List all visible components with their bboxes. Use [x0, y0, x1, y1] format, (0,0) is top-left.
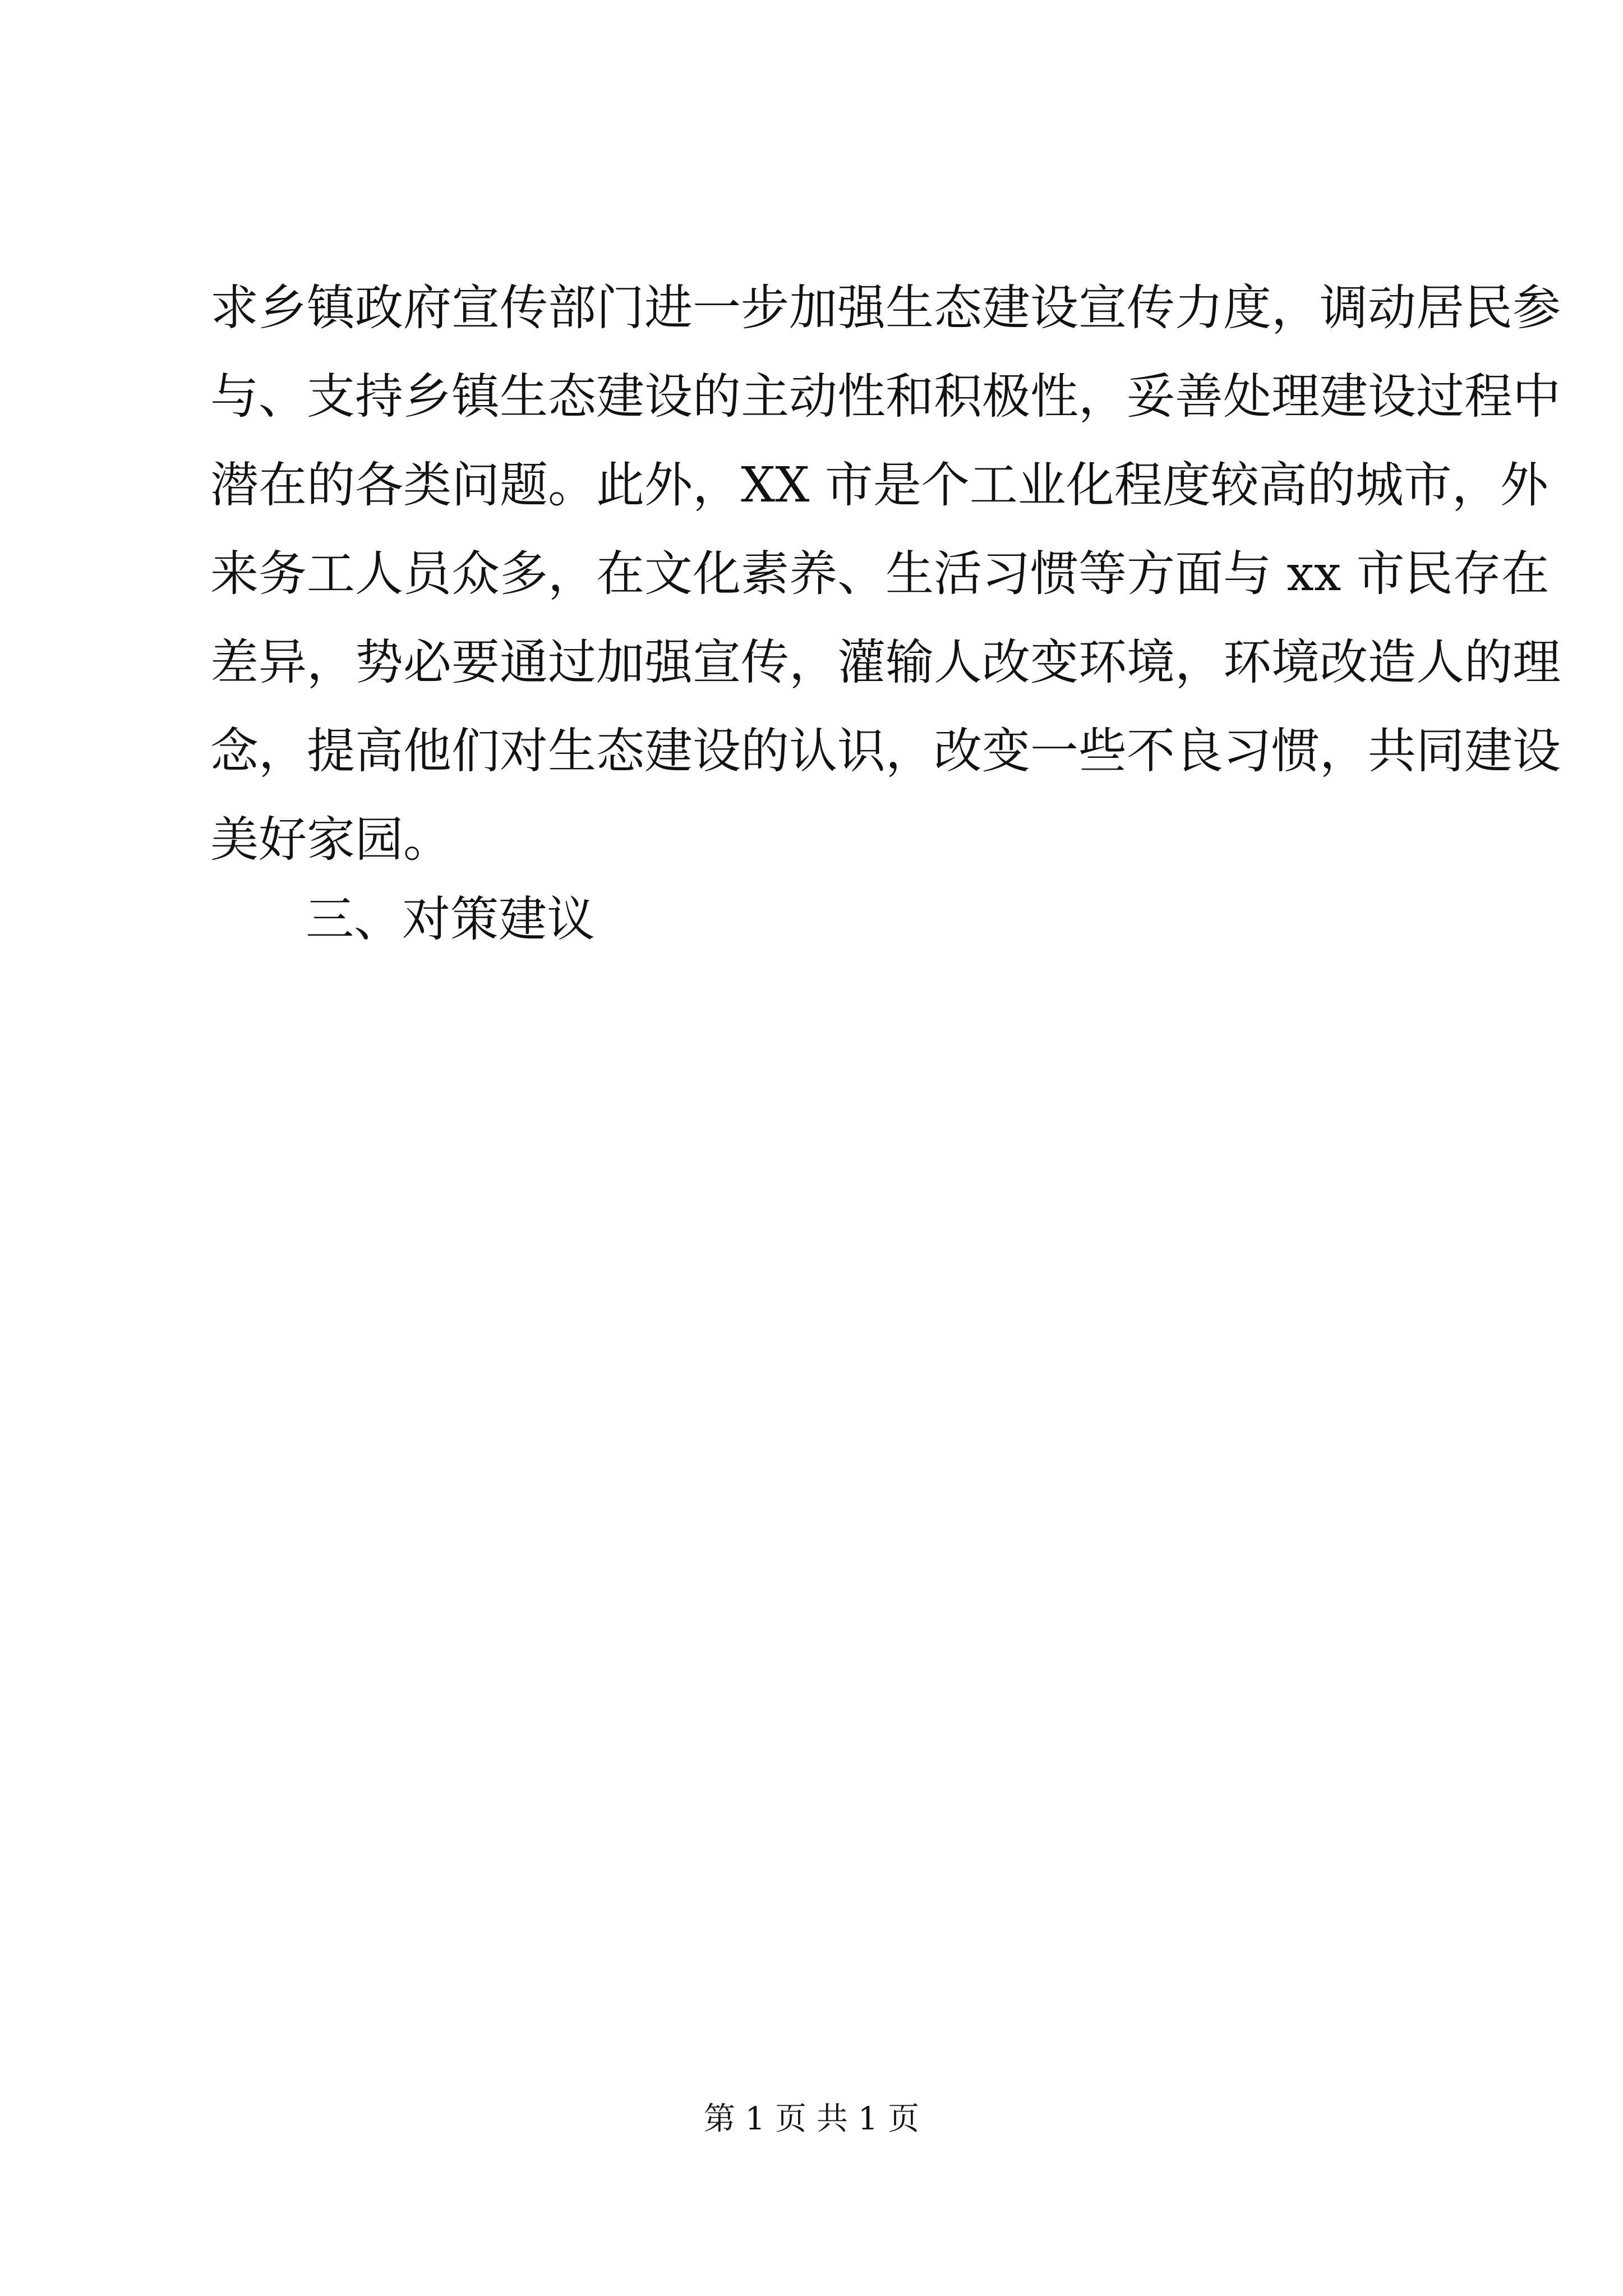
page-footer: 第 1 页 共 1 页: [703, 2101, 920, 2137]
paragraph-line: 差异，势必要通过加强宣传，灌输人改变环境，环境改造人的理: [210, 634, 1561, 691]
paragraph-line: 念，提高他们对生态建设的认识，改变一些不良习惯，共同建设: [210, 723, 1561, 779]
body-paragraph: [210, 264, 1561, 884]
paragraph-line: 求乡镇政府宣传部门进一步加强生态建设宣传力度，调动居民参: [210, 280, 1561, 336]
paragraph-line: 来务工人员众多，在文化素养、生活习惯等方面与 xx 市民存在: [210, 546, 1550, 602]
paragraph-line: 与、支持乡镇生态建设的主动性和积极性，妥善处理建设过程中: [210, 369, 1561, 425]
paragraph-line: 美好家园。: [210, 812, 451, 868]
paragraph-line: 潜在的各类问题。此外，XX 市是个工业化程度较高的城市，外: [210, 457, 1548, 513]
section-heading: 三、对策建议: [306, 891, 595, 947]
